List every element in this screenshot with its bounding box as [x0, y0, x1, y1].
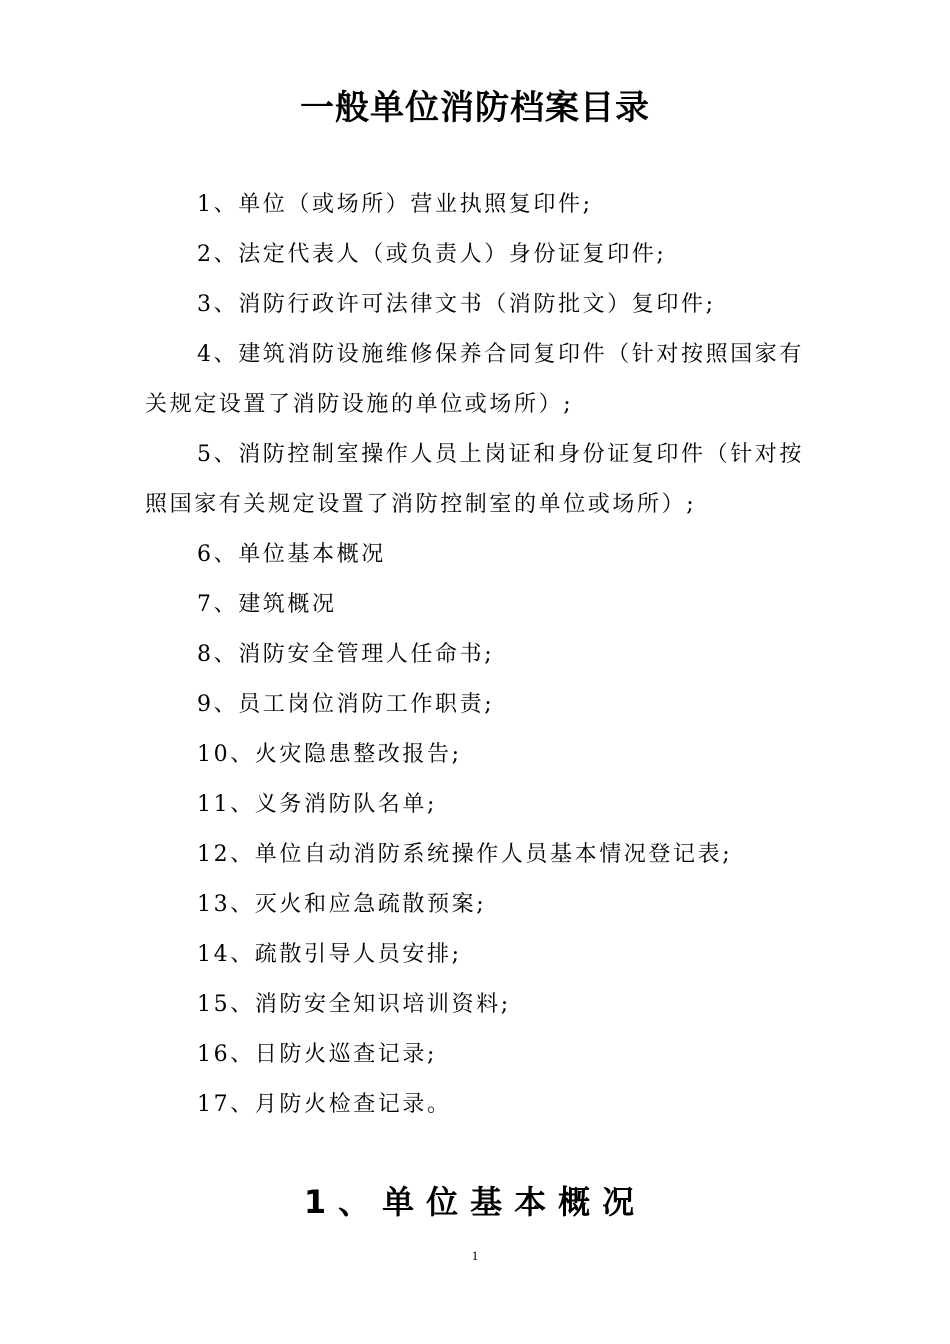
section-heading: 1、单位基本概况: [303, 1183, 647, 1221]
toc-item: 2、法定代表人（或负责人）身份证复印件;: [197, 242, 667, 267]
page-number: 1: [471, 1248, 479, 1263]
document-title: 一般单位消防档案目录: [300, 88, 650, 128]
toc-item: 11、义务消防队名单;: [197, 792, 438, 817]
toc-item: 5、消防控制室操作人员上岗证和身份证复印件（针对按照国家有关规定设置了消防控制室的单位或场所）;: [145, 442, 804, 517]
toc-item: 3、消防行政许可法律文书（消防批文）复印件;: [197, 292, 716, 317]
toc-item: 8、消防安全管理人任命书;: [197, 642, 495, 667]
toc-item: 9、员工岗位消防工作职责;: [197, 692, 495, 717]
toc-item: 6、单位基本概况: [197, 542, 386, 567]
toc-item: 17、月防火检查记录。: [197, 1092, 452, 1117]
toc-item: 16、日防火巡查记录;: [197, 1042, 438, 1067]
toc-item: 1、单位（或场所）营业执照复印件;: [197, 192, 593, 217]
toc-item: 13、灭火和应急疏散预案;: [197, 892, 487, 917]
toc-item: 12、单位自动消防系统操作人员基本情况登记表;: [197, 842, 733, 867]
table-of-contents: [145, 180, 810, 1130]
toc-item: 15、消防安全知识培训资料;: [197, 992, 511, 1017]
toc-item: 4、建筑消防设施维修保养合同复印件（针对按照国家有关规定设置了消防设施的单位或场所）;: [145, 342, 804, 417]
toc-item: 14、疏散引导人员安排;: [197, 942, 462, 967]
toc-item: 7、建筑概况: [197, 592, 337, 617]
toc-item: 10、火灾隐患整改报告;: [197, 742, 462, 767]
